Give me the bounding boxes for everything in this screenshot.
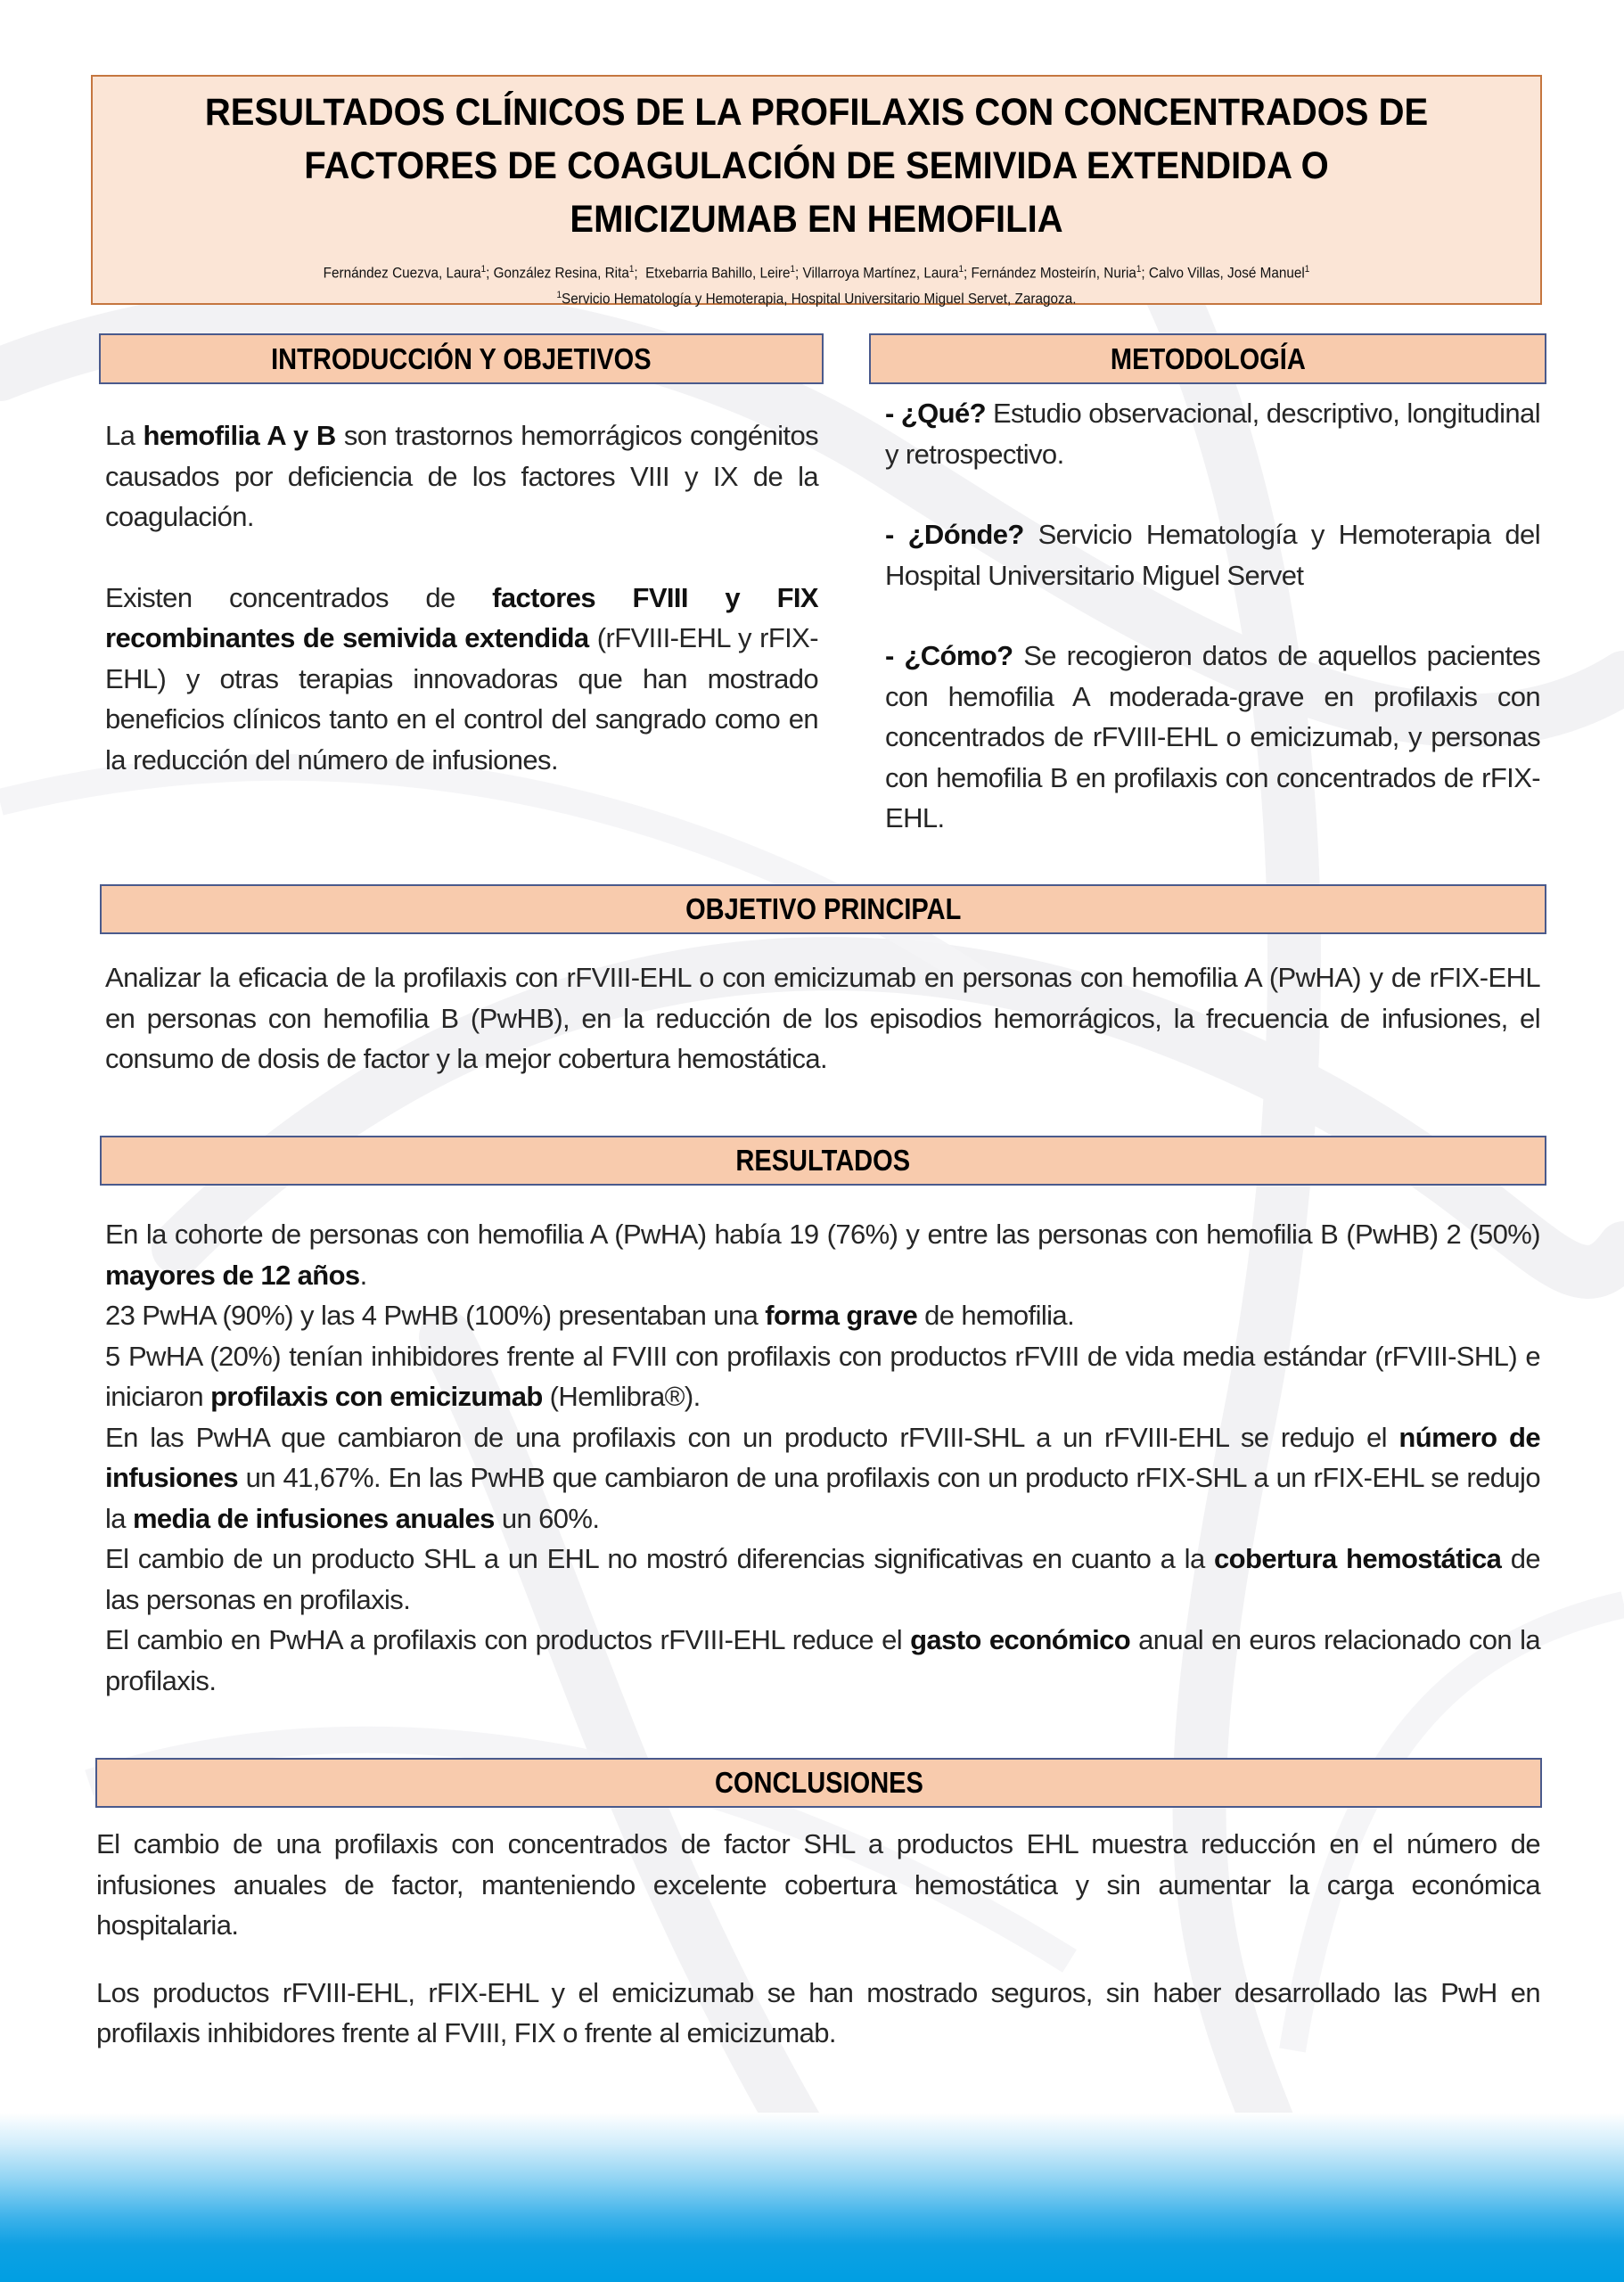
section-header-conclusions: CONCLUSIONES bbox=[95, 1758, 1542, 1808]
title-line: EMICIZUMAB EN HEMOFILIA bbox=[570, 198, 1063, 241]
results-body bbox=[105, 1214, 1540, 1701]
section-header-intro: INTRODUCCIÓN Y OBJETIVOS bbox=[99, 333, 824, 384]
conclusion-item: El cambio de una profilaxis con concentrados de factor SHL a productos EHL muestra reducción en el número de infusiones anuales de factor, manteniendo excelente cobertura hemostática y sin aumentar la carga económica hospitalaria. bbox=[96, 1828, 1540, 1941]
author: Etxebarria Bahillo, Leire bbox=[645, 264, 791, 282]
poster-title bbox=[168, 86, 1465, 246]
footer-gradient-band bbox=[0, 2113, 1624, 2282]
author: Fernández Mosteirín, Nuria bbox=[971, 264, 1136, 282]
conclusion-item: Los productos rFVIII-EHL, rFIX-EHL y el emicizumab se han mostrado seguros, sin haber desarrollado las PwH en profilaxis inhibidores frente al FVIII, FIX o frente al emicizumab. bbox=[96, 1976, 1540, 2048]
section-header-methods: METODOLOGÍA bbox=[869, 333, 1546, 384]
poster-title-box bbox=[91, 75, 1542, 308]
conclusions-body bbox=[96, 1824, 1540, 2054]
affiliation: $^1$Servicio Hematología y Hemoterapia, Hospital Universitario Miguel Servet, Zaragoza. bbox=[556, 289, 1077, 308]
methods-item-como: - ¿Cómo? Se recogieron datos de aquellos pacientes con hemofilia A moderada-grave en profilaxis con concentrados de rFVIII-EHL o emicizumab, y personas con hemofilia B en profilaxis con concentrados de rFIX-EHL. bbox=[885, 640, 1540, 833]
methods-item-donde: - ¿Dónde? Servicio Hematología y Hemoterapia del Hospital Universitario Miguel Servet bbox=[885, 519, 1540, 591]
intro-paragraph: La hemofilia A y B son trastornos hemorrágicos congénitos causados por deficiencia de los factores VIII y IX de la coagulación. bbox=[105, 420, 818, 532]
author: González Resina, Rita bbox=[493, 264, 629, 282]
section-header-objective: OBJETIVO PRINCIPAL bbox=[100, 884, 1546, 934]
intro-paragraph: Existen concentrados de factores FVIII y FIX recombinantes de semivida extendida (rFVIII-EHL y rFIX-EHL) y otras terapias innovadoras que han mostrado beneficios clínicos tanto en el control del sangrado como en la reducción del número de infusiones. bbox=[105, 581, 818, 776]
objective-body: Analizar la eficacia de la profilaxis con rFVIII-EHL o con emicizumab en personas con hemofilia A (PwHA) y de rFIX-EHL en personas con hemofilia B (PwHB), en la reducción de los episodios hemorrágicos, la frecuencia de infusiones, el consumo de dosis de factor y la mejor cobertura hemostática. bbox=[105, 962, 1540, 1074]
title-line: FACTORES DE COAGULACIÓN DE SEMIVIDA EXTENDIDA O bbox=[304, 144, 1329, 187]
author-list: Fernández Cuezva, Laura$^1$; González Resina, Rita$^1$; Etxebarria Bahillo, Leire$^1$; Villarroya Martínez, Laura$^1$; Fernández Mosteirín, Nuria$^1$; Calvo Villas, José Manuel$^1$ $^1$Servicio Hematología y Hemoterapia, Hospital Universitario Miguel Servet, Zaragoza. bbox=[165, 259, 1468, 309]
methods-item-que: - ¿Qué? Estudio observacional, descriptivo, longitudinal y retrospectivo. bbox=[885, 398, 1540, 470]
result-item: 23 PwHA (90%) y las 4 PwHB (100%) presentaban una forma grave de hemofilia. bbox=[105, 1300, 1075, 1331]
section-header-results: RESULTADOS bbox=[100, 1136, 1546, 1186]
intro-body bbox=[105, 415, 818, 780]
author: Calvo Villas, José Manuel bbox=[1148, 264, 1305, 282]
author: Fernández Cuezva, Laura bbox=[323, 264, 481, 282]
result-item: El cambio de un producto SHL a un EHL no mostró diferencias significativas en cuanto a la cobertura hemostática de las personas en profilaxis. bbox=[105, 1543, 1540, 1615]
result-item: En las PwHA que cambiaron de una profilaxis con un producto rFVIII-SHL a un rFVIII-EHL se redujo el número de infusiones un 41,67%. En las PwHB que cambiaron de una profilaxis con un producto rFIX-SHL a un rFIX-EHL se redujo la media de infusiones anuales un 60%. bbox=[105, 1421, 1540, 1534]
result-item: En la cohorte de personas con hemofilia A (PwHA) había 19 (76%) y entre las personas con hemofilia B (PwHB) 2 (50%) mayores de 12 años. bbox=[105, 1219, 1540, 1291]
result-item: 5 PwHA (20%) tenían inhibidores frente al FVIII con profilaxis con productos rFVIII de vida media estándar (rFVIII-SHL) e iniciaron profilaxis con emicizumab (Hemlibra®). bbox=[105, 1340, 1540, 1412]
author: Villarroya Martínez, Laura bbox=[802, 264, 959, 282]
methods-body bbox=[885, 393, 1540, 839]
title-line: RESULTADOS CLÍNICOS DE LA PROFILAXIS CON CONCENTRADOS DE bbox=[204, 91, 1429, 134]
result-item: El cambio en PwHA a profilaxis con productos rFVIII-EHL reduce el gasto económico anual en euros relacionado con la profilaxis. bbox=[105, 1624, 1540, 1696]
